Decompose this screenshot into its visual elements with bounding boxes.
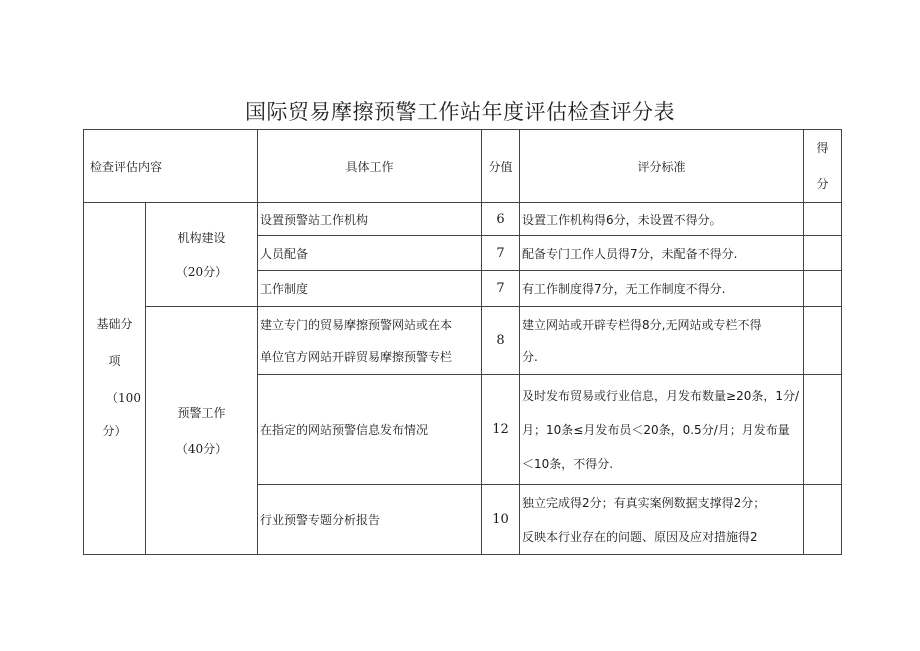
criteria-cell <box>520 307 804 375</box>
header-content: 检查评估内容 <box>84 130 258 203</box>
group-name: 预警工作 <box>177 405 226 420</box>
defen-cell <box>804 271 842 307</box>
defen-cell <box>804 236 842 271</box>
defen-cell <box>804 307 842 375</box>
value-cell: 7 <box>482 236 520 271</box>
value-cell: 12 <box>482 375 520 485</box>
category-line-4: 分） <box>102 423 127 438</box>
criteria-line-1: 独立完成得2分；有真实案例数据支撑得2分； <box>522 495 766 510</box>
header-work: 具体工作 <box>258 130 482 203</box>
criteria-cell: 配备专门工作人员得7分，未配备不得分. <box>520 236 804 271</box>
header-criteria: 评分标准 <box>520 130 804 203</box>
defen-cell <box>804 203 842 236</box>
value-cell: 6 <box>482 203 520 236</box>
work-cell <box>258 307 482 375</box>
value-cell: 10 <box>482 485 520 555</box>
value-cell: 8 <box>482 307 520 375</box>
defen-cell <box>804 375 842 485</box>
header-defen <box>804 130 842 203</box>
criteria-line-1: 及时发布贸易或行业信息，月发布数量≥20条，1分/ <box>522 388 800 403</box>
category-cell <box>84 203 146 555</box>
work-line-2: 单位官方网站开辟贸易摩擦预警专栏 <box>260 349 453 364</box>
work-cell: 行业预警专题分析报告 <box>258 485 482 555</box>
criteria-cell <box>520 375 804 485</box>
criteria-line-2: 反映本行业存在的问题、原因及应对措施得2 <box>522 529 758 544</box>
category-line-3: （100 <box>106 390 141 405</box>
value-cell: 7 <box>482 271 520 307</box>
criteria-cell: 设置工作机构得6分，未设置不得分。 <box>520 203 804 236</box>
table-row <box>84 307 842 375</box>
criteria-cell <box>520 485 804 555</box>
criteria-line-2: 月；10条≤月发布员＜20条，0.5分/月；月发布量 <box>522 422 790 437</box>
criteria-line-2: 分. <box>522 349 538 364</box>
group-points: （40分） <box>175 441 228 456</box>
table-row <box>84 203 842 236</box>
header-row <box>84 130 842 203</box>
header-defen-2: 分 <box>816 177 829 191</box>
work-cell: 在指定的网站预警信息发布情况 <box>258 375 482 485</box>
page-title: 国际贸易摩擦预警工作站年度评估检查评分表 <box>245 100 675 124</box>
category-line-1: 基础分 <box>96 316 133 331</box>
group-points: （20分） <box>175 264 228 279</box>
work-cell: 人员配备 <box>258 236 482 271</box>
header-defen-1: 得 <box>816 141 829 155</box>
category-line-2: 项 <box>108 353 121 368</box>
work-cell: 工作制度 <box>258 271 482 307</box>
group-cell-1 <box>146 203 258 307</box>
group-cell-2 <box>146 307 258 555</box>
group-name: 机构建设 <box>177 230 226 245</box>
criteria-line-1: 建立网站或开辟专栏得8分,无网站或专栏不得 <box>522 317 762 332</box>
work-cell: 设置预警站工作机构 <box>258 203 482 236</box>
score-table <box>83 129 842 555</box>
criteria-cell: 有工作制度得7分，无工作制度不得分. <box>520 271 804 307</box>
work-line-1: 建立专门的贸易摩擦预警网站或在本 <box>260 317 453 332</box>
defen-cell <box>804 485 842 555</box>
header-score-value: 分值 <box>482 130 520 203</box>
criteria-line-3: ＜10条，不得分. <box>522 456 614 471</box>
